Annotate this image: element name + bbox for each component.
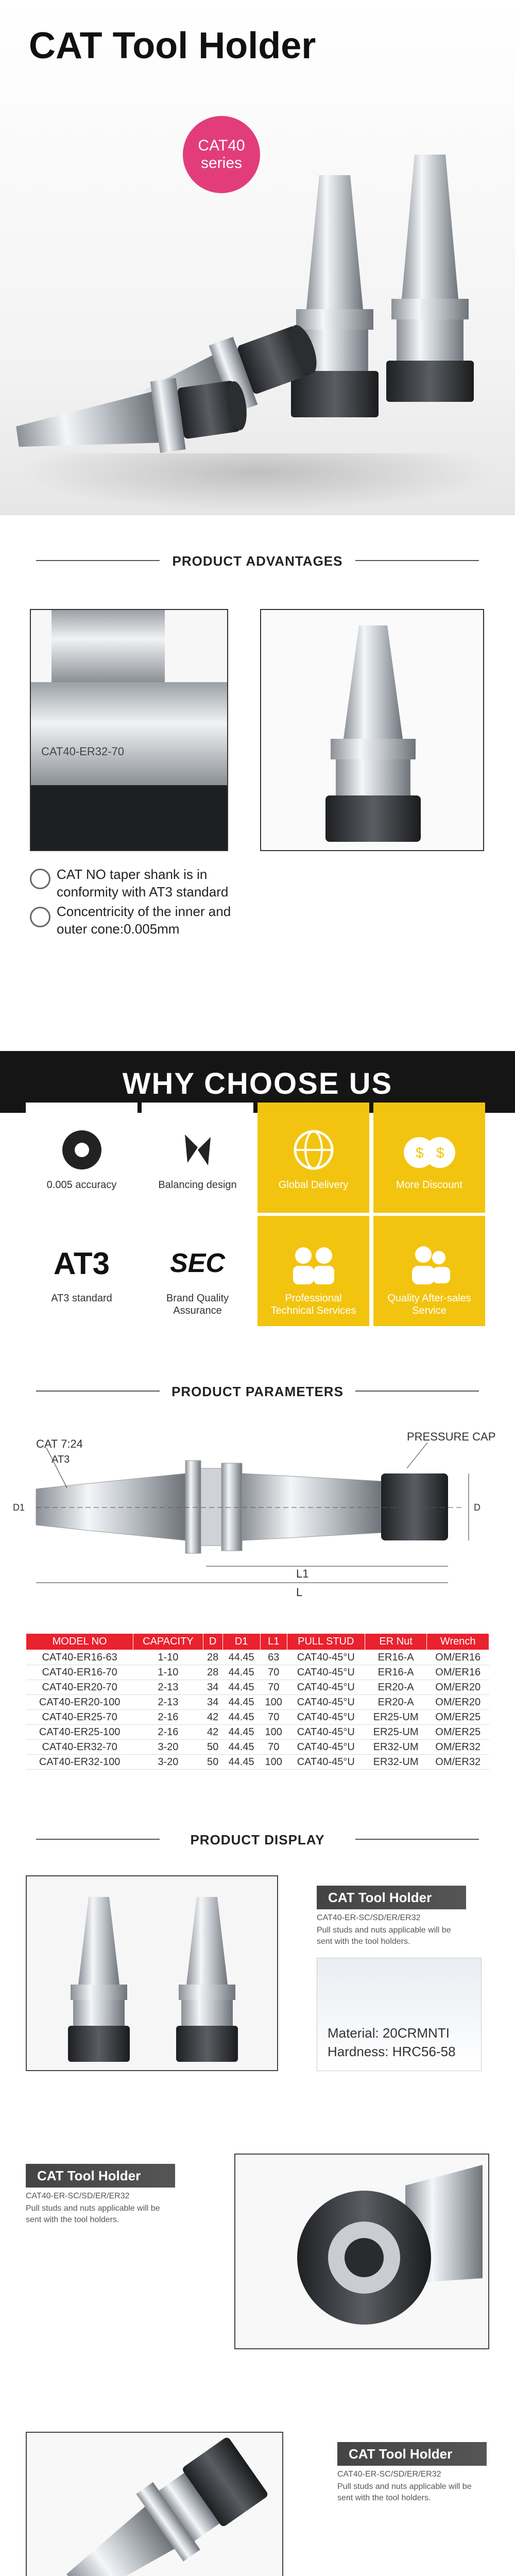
table-cell: 70 [260,1710,287,1725]
table-header-cell: Wrench [427,1634,489,1650]
table-cell: 1-10 [133,1650,203,1665]
concentric-circle-icon [30,907,50,927]
table-cell: 42 [203,1710,222,1725]
holder-upright-illustration [261,610,484,851]
holder-upright-right [386,155,474,402]
why-cell-balancing: Balancing design [142,1103,253,1213]
advantages-photo-shank [30,609,228,851]
material-text: Material: 20CRMNTI [328,2025,450,2041]
table-cell: 44.45 [222,1725,260,1740]
table-cell: 2-16 [133,1725,203,1740]
table-cell: CAT40-45°U [287,1725,365,1740]
caption-title-1: CAT Tool Holder [317,1886,466,1909]
table-cell: ER32-UM [365,1755,427,1770]
table-cell: OM/ER25 [427,1710,489,1725]
hero-tool-holders-illustration [0,0,515,515]
parameters-heading: PRODUCT PARAMETERS [0,1381,515,1401]
svg-text:$: $ [436,1145,444,1161]
dim-l1: L1 [296,1567,309,1580]
table-cell: OM/ER20 [427,1695,489,1710]
table-cell: CAT40-45°U [287,1740,365,1755]
caption-title-3: CAT Tool Holder [337,2442,487,2466]
balance-icon [175,1127,221,1173]
why-cell-accuracy: 0.005 accuracy [26,1103,138,1213]
material-card [317,1958,482,2071]
caption-sub-2: CAT40-ER-SC/SD/ER/ER32 [26,2192,130,2200]
engineers-icon [288,1240,339,1286]
table-cell: 44.45 [222,1710,260,1725]
advantage-point-2: Concentricity of the inner and outer cone:0.005mm [57,904,231,937]
advantage-point-1: CAT NO taper shank is in conformity with AT3 standard [57,867,229,900]
why-heading: WHY CHOOSE US [122,1067,393,1100]
caption-title-2: CAT Tool Holder [26,2164,175,2188]
table-header-cell: D [203,1634,222,1650]
table-cell: 42 [203,1725,222,1740]
why-cell-technical: Professional Technical Services [258,1216,369,1326]
table-cell: 3-20 [133,1740,203,1755]
table-cell: 63 [260,1650,287,1665]
display-heading: PRODUCT DISPLAY [0,1829,515,1850]
table-cell: CAT40-45°U [287,1650,365,1665]
caption-desc-2: Pull studs and nuts applicable will be sent with the tool holders. [26,2204,160,2224]
at3-mark: AT3 [54,1246,110,1281]
table-row [26,1710,489,1725]
photo-marking: CAT40-ER32-70 [41,745,124,758]
caption-sub-3: CAT40-ER-SC/SD/ER/ER32 [337,2470,441,2479]
caption-sub-1: CAT40-ER-SC/SD/ER/ER32 [317,1913,421,1922]
hero-section [0,0,515,515]
table-cell: 70 [260,1665,287,1680]
table-cell: CAT40-ER32-70 [26,1740,133,1755]
table-cell: ER32-UM [365,1740,427,1755]
table-cell: CAT40-ER20-100 [26,1695,133,1710]
table-cell: 44.45 [222,1695,260,1710]
table-cell: OM/ER16 [427,1650,489,1665]
table-cell: 34 [203,1680,222,1695]
table-cell: 2-16 [133,1710,203,1725]
table-cell: OM/ER20 [427,1680,489,1695]
table-cell: CAT40-ER32-100 [26,1755,133,1770]
table-header-cell: MODEL NO [26,1634,133,1650]
table-cell: 44.45 [222,1740,260,1755]
table-cell: 1-10 [133,1665,203,1680]
dim-d: D [474,1502,480,1513]
table-cell: CAT40-ER16-63 [26,1650,133,1665]
advantages-heading: PRODUCT ADVANTAGES [0,550,515,571]
why-cell-discount: $ $ More Discount [373,1103,485,1213]
table-cell: 50 [203,1740,222,1755]
hardness-text: Hardness: HRC56-58 [328,2044,456,2059]
badge-line1: CAT40 [198,137,245,154]
table-cell: 2-13 [133,1695,203,1710]
table-header-cell: PULL STUD [287,1634,365,1650]
check-circle-icon [30,869,50,889]
table-cell: 2-13 [133,1680,203,1695]
display-photo-3 [26,2432,283,2576]
page-title: CAT Tool Holder [29,25,316,66]
table-cell: 3-20 [133,1755,203,1770]
two-holders-illustration [27,1876,278,2071]
parameter-table [26,1633,489,1770]
badge-line2: series [200,155,243,172]
why-cell-at3: AT3 AT3 standard [26,1216,138,1326]
table-cell: CAT40-45°U [287,1665,365,1680]
table-header-cell: CAPACITY [133,1634,203,1650]
table-cell: 100 [260,1725,287,1740]
table-cell: 28 [203,1650,222,1665]
table-cell: CAT40-45°U [287,1680,365,1695]
table-row [26,1725,489,1740]
table-header-cell: D1 [222,1634,260,1650]
table-cell: CAT40-ER25-100 [26,1725,133,1740]
table-cell: 34 [203,1695,222,1710]
holder-upright-left [291,175,379,417]
table-row [26,1680,489,1695]
table-cell: ER16-A [365,1650,427,1665]
table-cell: 44.45 [222,1665,260,1680]
table-cell: 70 [260,1740,287,1755]
display-photo-1 [26,1875,278,2071]
shank-closeup-illustration [31,610,228,851]
table-cell: CAT40-45°U [287,1710,365,1725]
dim-at3: AT3 [52,1454,70,1465]
caption-desc-3: Pull studs and nuts applicable will be sent with the tool holders. [337,2482,472,2502]
table-cell: 70 [260,1680,287,1695]
dimension-drawing [26,1432,489,1602]
table-row [26,1740,489,1755]
dim-l: L [296,1586,303,1599]
table-cell: ER25-UM [365,1710,427,1725]
why-cell-delivery: Global Delivery [258,1103,369,1213]
table-cell: OM/ER32 [427,1740,489,1755]
table-cell: ER25-UM [365,1725,427,1740]
holder-lying-2 [12,369,251,472]
table-row [26,1650,489,1665]
table-cell: OM/ER32 [427,1755,489,1770]
dim-pressure-cap: PRESSURE CAP [407,1430,496,1443]
gear-icon [59,1127,105,1173]
table-header-cell: ER Nut [365,1634,427,1650]
support-people-icon [404,1240,455,1286]
table-cell: 44.45 [222,1650,260,1665]
table-row [26,1695,489,1710]
table-row [26,1755,489,1770]
table-cell: ER16-A [365,1665,427,1680]
dim-d1: D1 [13,1502,25,1513]
table-cell: 44.45 [222,1680,260,1695]
table-cell: 28 [203,1665,222,1680]
nut-closeup-illustration [235,2155,489,2349]
globe-icon [290,1127,337,1173]
table-cell: OM/ER16 [427,1665,489,1680]
table-cell: 100 [260,1755,287,1770]
table-cell: CAT40-45°U [287,1755,365,1770]
table-cell: CAT40-45°U [287,1695,365,1710]
table-header-cell: L1 [260,1634,287,1650]
table-cell: OM/ER25 [427,1725,489,1740]
caption-desc-1: Pull studs and nuts applicable will be sent with the tool holders. [317,1926,451,1946]
why-cell-brand: SEC Brand Quality Assurance [142,1216,253,1326]
table-cell: CAT40-ER16-70 [26,1665,133,1680]
sec-logo: SEC [170,1248,225,1278]
table-header-row [26,1634,489,1650]
table-cell: 100 [260,1695,287,1710]
money-bags-icon [401,1127,458,1173]
table-cell: 44.45 [222,1755,260,1770]
table-row [26,1665,489,1680]
table-cell: CAT40-ER20-70 [26,1680,133,1695]
why-cell-aftersales: Quality After-sales Service [373,1216,485,1326]
dim-cat: CAT 7:24 [36,1437,83,1450]
table-cell: ER20-A [365,1695,427,1710]
svg-text:$: $ [415,1145,424,1161]
table-cell: CAT40-ER25-70 [26,1710,133,1725]
advantages-photo-holder [260,609,484,851]
table-cell: 50 [203,1755,222,1770]
holder-side-illustration [27,2433,283,2576]
table-cell: ER20-A [365,1680,427,1695]
display-photo-2 [234,2154,489,2349]
